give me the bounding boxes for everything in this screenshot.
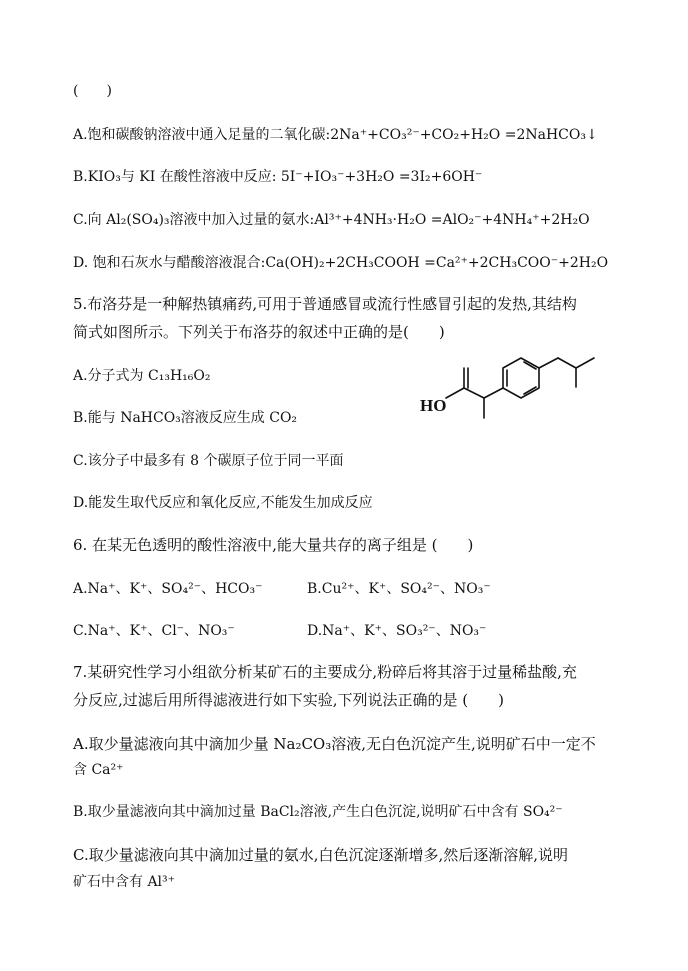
q6-option-b: B.Cu²⁺、K⁺、SO₄²⁻、NO₃⁻ (307, 581, 491, 597)
q6-option-a: A.Na⁺、K⁺、SO₄²⁻、HCO₃⁻ (73, 581, 263, 597)
q7-stem-line2: 分反应,过滤后用所得滤液进行如下实验,下列说法正确的是 ( ) (73, 691, 505, 709)
q4-option-d: D. 饱和石灰水与醋酸溶液混合:Ca(OH)₂+2CH₃COOH =Ca²⁺+2CH₃COO⁻+2H₂O (73, 255, 609, 271)
q6-stem: 6. 在某无色透明的酸性溶液中,能大量共存的离子组是 ( ) (73, 536, 474, 554)
hydroxyl-label: HO (420, 396, 447, 415)
q4-option-b: B.KIO₃与 KI 在酸性溶液中反应: 5I⁻+IO₃⁻+3H₂O =3I₂+6OH⁻ (73, 169, 483, 185)
q4-option-a: A.饱和碳酸钠溶液中通入足量的二氧化碳:2Na⁺+CO₃²⁻+CO₂+H₂O =2NaHCO₃↓ (73, 127, 598, 143)
q4-option-c: C.向 Al₂(SO₄)₃溶液中加入过量的氨水:Al³⁺+4NH₃·H₂O =AlO₂⁻+4NH₄⁺+2H₂O (73, 212, 590, 228)
q6-option-c: C.Na⁺、K⁺、Cl⁻、NO₃⁻ (73, 623, 235, 639)
q7-option-a-line1: A.取少量滤液向其中滴加少量 Na₂CO₃溶液,无白色沉淀产生,说明矿石中一定不 (73, 735, 596, 753)
q5-stem-line1: 5.布洛芬是一种解热镇痛药,可用于普通感冒或流行性感冒引起的发热,其结构 (73, 295, 577, 313)
q5-stem-line2: 简式如图所示。下列关于布洛芬的叙述中正确的是( ) (73, 323, 445, 341)
q6-option-d: D.Na⁺、K⁺、SO₃²⁻、NO₃⁻ (307, 623, 487, 639)
q5-option-c: C.该分子中最多有 8 个碳原子位于同一平面 (73, 453, 344, 469)
q5-option-b: B.能与 NaHCO₃溶液反应生成 CO₂ (73, 410, 298, 426)
q7-option-a-line2: 含 Ca²⁺ (73, 762, 124, 778)
q7-option-c-line1: C.取少量滤液向其中滴加过量的氨水,白色沉淀逐渐增多,然后逐渐溶解,说明 (73, 846, 569, 864)
ibuprofen-structure-diagram (418, 350, 598, 430)
q7-option-b: B.取少量滤液向其中滴加过量 BaCl₂溶液,产生白色沉淀,说明矿石中含有 SO₄²⁻ (73, 804, 563, 820)
q7-stem-line1: 7.某研究性学习小组欲分析某矿石的主要成分,粉碎后将其溶于过量稀盐酸,充 (73, 663, 577, 681)
q4-stem-end: ( ) (73, 83, 112, 99)
q7-option-c-line2: 矿石中含有 Al³⁺ (73, 874, 176, 890)
q5-option-a: A.分子式为 C₁₃H₁₆O₂ (73, 368, 211, 384)
q5-option-d: D.能发生取代反应和氧化反应,不能发生加成反应 (73, 495, 373, 511)
